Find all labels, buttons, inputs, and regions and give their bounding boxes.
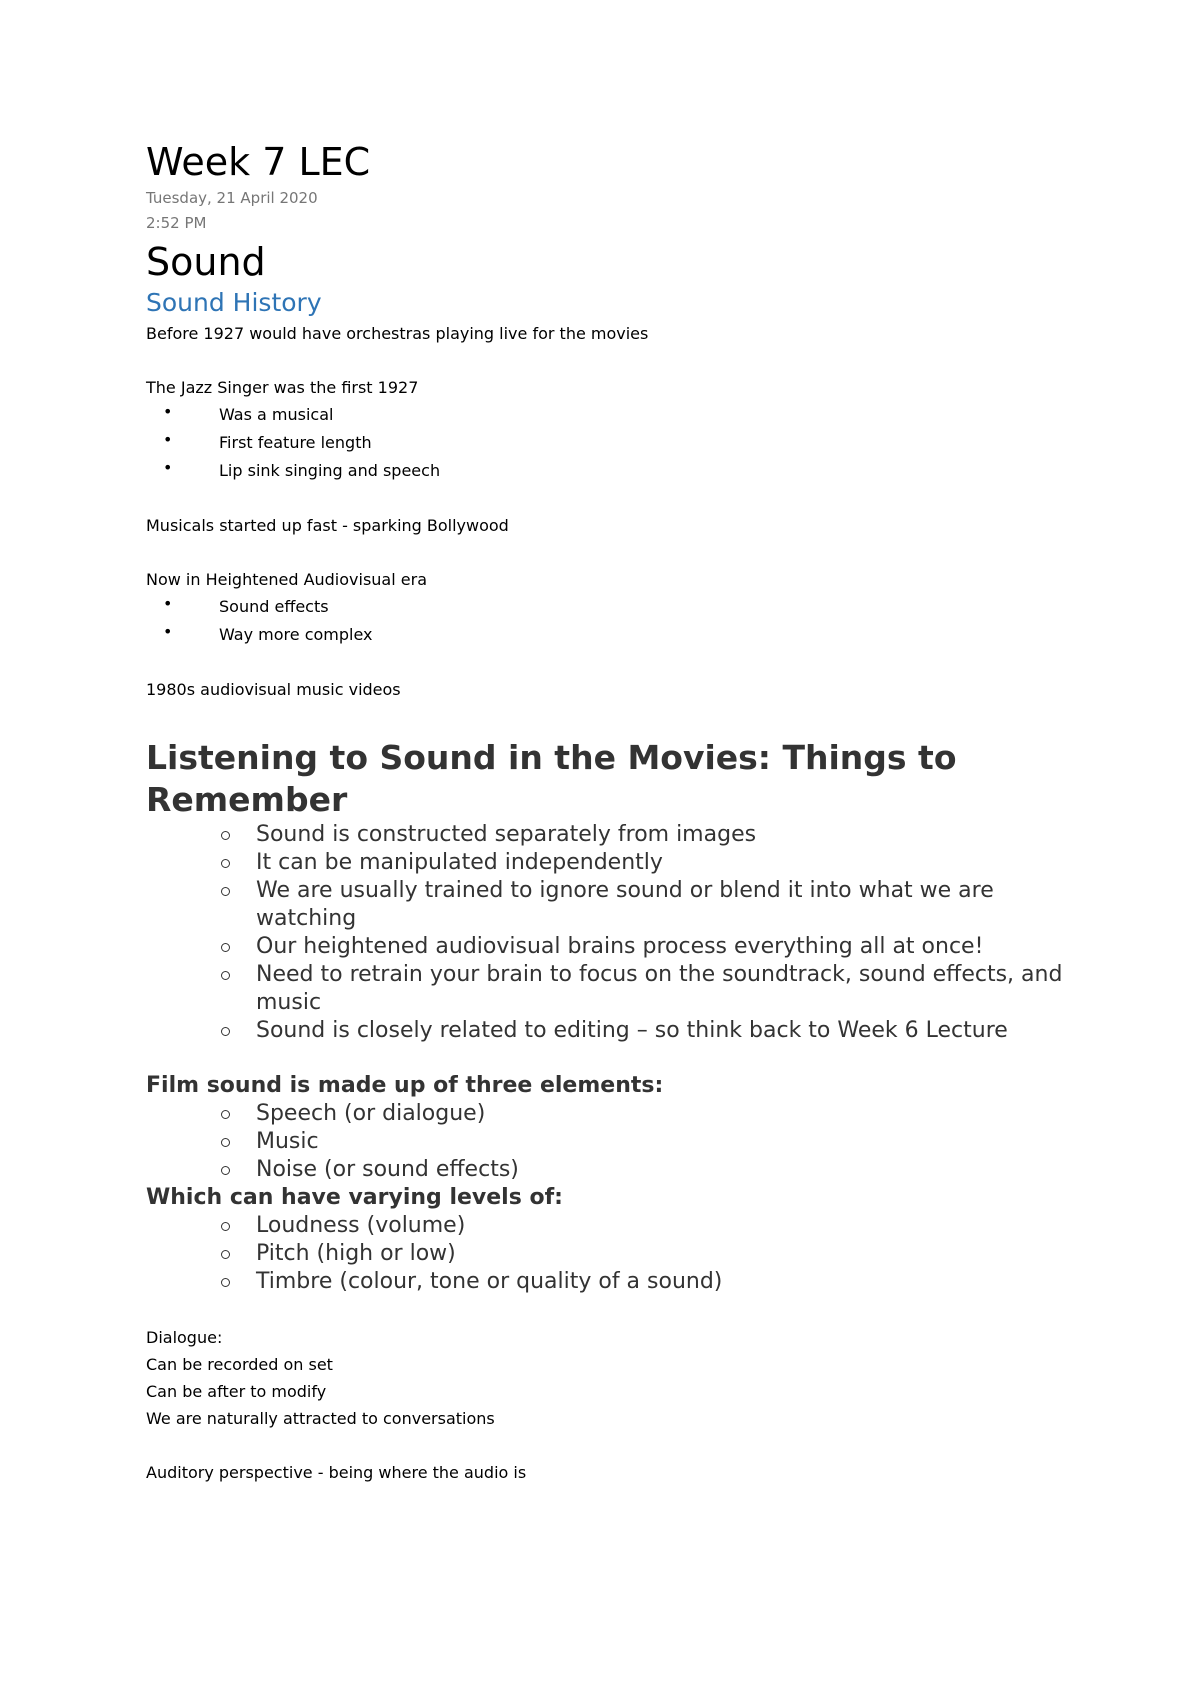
dialogue-line: Can be after to modify xyxy=(146,1382,327,1401)
paragraph-auditory-perspective: Auditory perspective - being where the audio is xyxy=(146,1463,527,1482)
list-item: • Lip sink singing and speech xyxy=(163,458,441,480)
list-item: Our heightened audiovisual brains process everything all at once! xyxy=(146,933,1076,961)
heightened-era-list xyxy=(146,593,1076,649)
heading-listening-to-sound: Listening to Sound in the Movies: Things to Remember xyxy=(146,738,957,819)
circle-bullet-icon xyxy=(221,1250,230,1259)
heading-sound: Sound xyxy=(146,240,266,284)
list-item: We are usually trained to ignore sound or blend it into what we are watching xyxy=(146,877,1076,933)
paragraph-musicals: Musicals started up fast - sparking Bollywood xyxy=(146,516,509,535)
circle-bullet-icon xyxy=(221,1166,230,1175)
circle-bullet-icon xyxy=(221,1027,230,1036)
circle-bullet-icon xyxy=(221,1278,230,1287)
list-item: • Was a musical xyxy=(163,402,334,424)
page-time: 2:52 PM xyxy=(146,214,207,232)
list-item: Noise (or sound effects) xyxy=(146,1156,1076,1184)
dialogue-line: We are naturally attracted to conversations xyxy=(146,1409,495,1428)
circle-bullet-icon xyxy=(221,887,230,896)
heading-film-sound-elements: Film sound is made up of three elements: xyxy=(146,1073,664,1098)
heading-varying-levels: Which can have varying levels of: xyxy=(146,1185,563,1210)
dialogue-notes xyxy=(146,1324,1076,1432)
circle-bullet-icon xyxy=(221,1138,230,1147)
bullet-icon: • xyxy=(163,594,173,613)
jazz-singer-list xyxy=(146,401,1076,485)
list-item: • Sound effects xyxy=(163,594,329,616)
list-item: Need to retrain your brain to focus on the soundtrack, sound effects, and music xyxy=(146,961,1076,1017)
circle-bullet-icon xyxy=(221,971,230,980)
list-item: • First feature length xyxy=(163,430,372,452)
page-date: Tuesday, 21 April 2020 xyxy=(146,189,318,207)
list-item: Sound is closely related to editing – so think back to Week 6 Lecture xyxy=(146,1017,1076,1045)
list-item: Music xyxy=(146,1128,1076,1156)
bullet-icon: • xyxy=(163,402,173,421)
paragraph-jazz-singer: The Jazz Singer was the first 1927 xyxy=(146,378,419,397)
paragraph-1980s: 1980s audiovisual music videos xyxy=(146,680,401,699)
list-item: Timbre (colour, tone or quality of a sound) xyxy=(146,1268,1076,1296)
list-item: Sound is constructed separately from images xyxy=(146,821,1076,849)
list-item: It can be manipulated independently xyxy=(146,849,1076,877)
bullet-icon: • xyxy=(163,430,173,449)
list-item: Speech (or dialogue) xyxy=(146,1100,1076,1128)
paragraph-before-1927: Before 1927 would have orchestras playing live for the movies xyxy=(146,324,649,343)
circle-bullet-icon xyxy=(221,943,230,952)
dialogue-line: Dialogue: xyxy=(146,1328,223,1347)
remember-list xyxy=(146,821,1076,1045)
circle-bullet-icon xyxy=(221,859,230,868)
list-item: Pitch (high or low) xyxy=(146,1240,1076,1268)
dialogue-line: Can be recorded on set xyxy=(146,1355,333,1374)
paragraph-heightened-era: Now in Heightened Audiovisual era xyxy=(146,570,427,589)
list-item: Loudness (volume) xyxy=(146,1212,1076,1240)
page-title: Week 7 LEC xyxy=(146,140,371,184)
circle-bullet-icon xyxy=(221,831,230,840)
circle-bullet-icon xyxy=(221,1222,230,1231)
circle-bullet-icon xyxy=(221,1110,230,1119)
bullet-icon: • xyxy=(163,622,173,641)
bullet-icon: • xyxy=(163,458,173,477)
list-item: • Way more complex xyxy=(163,622,373,644)
page-content xyxy=(146,140,1076,1486)
elements-list xyxy=(146,1100,1076,1184)
levels-list xyxy=(146,1212,1076,1296)
heading-sound-history: Sound History xyxy=(146,288,322,317)
